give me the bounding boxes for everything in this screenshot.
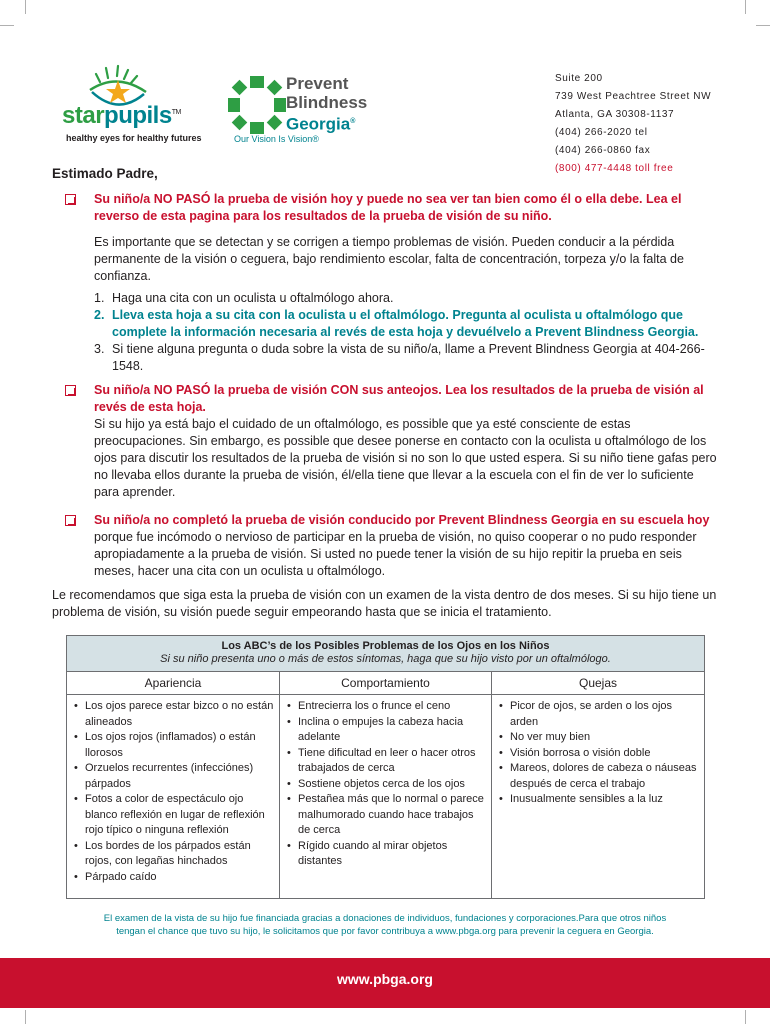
crop-mark	[25, 0, 26, 14]
pbga-logo	[224, 74, 374, 154]
starpupils-tagline: healthy eyes for healthy futures	[66, 133, 202, 143]
list-item: • Tiene dificultad en leer o hacer otros trabajados de cerca	[286, 746, 487, 777]
table-subtitle: Si su niño presenta uno o más de estos síntomas, haga que su hijo visto por un oftalmólogo.	[160, 653, 611, 665]
crop-mark	[745, 0, 746, 14]
section-glasses	[65, 382, 717, 501]
column-appearance	[67, 672, 280, 898]
list-item: • Picor de ojos, se arden o los ojos arden	[498, 699, 700, 730]
crop-mark	[25, 1010, 26, 1024]
address-block	[555, 70, 711, 178]
pbga-emblem-icon	[228, 76, 286, 134]
salutation: Estimado Padre,	[52, 166, 158, 181]
column-header: Comportamiento	[280, 672, 491, 695]
section-not-passed-body: Es importante que se detectan y se corrigen a tiempo problemas de visión. Pueden conducir a la pérdida permanente de la visión o ceguera, bajo rendimiento escolar, falta de concentración, torpeza y/o la falta de confianza.	[94, 235, 684, 283]
list-item: • Mareos, dolores de cabeza o náuseas después de cerca el trabajo	[498, 761, 700, 792]
checkbox-incomplete[interactable]	[65, 515, 76, 526]
section-glasses-body: Si su hijo ya está bajo el cuidado de un oftalmólogo, es possible que ya esté consciente de estas preocupaciones. Sin embargo, es possible que desee ponerse en contacto con la oculista u oftalmólogo de los ojos para discutir los resultados de la prueba de visión si no son lo que usted espera. Si su niño tiene gafas pero no llevaba ellos durante la prueba de visión, él/ella tiene que llevar a la escuela con el fin de ver lo suficiente para aprender.	[94, 417, 717, 499]
section-incomplete	[65, 512, 717, 580]
list-item: • Fotos a color de espectáculo ojo blanco reflexión en lugar de reflexión rojo típico o ninguna reflexión	[73, 792, 275, 839]
list-item: • Entrecierra los o frunce el ceno	[286, 699, 487, 715]
list-item: • Los ojos parece estar bizco o no están alineados	[73, 699, 275, 730]
starpupils-wordmark: starpupils™	[62, 102, 181, 129]
list-item: • Inclina o empujes la cabeza hacia adelante	[286, 715, 487, 746]
list-item: • Visión borrosa o visión doble	[498, 746, 700, 762]
section-not-passed-heading: Su niño/a NO PASÓ la prueba de visión hoy y puede no sea ver tan bien como él o ella debe. Lea el reverso de esta pagina para los resultados de la prueba de visión de su niño.	[94, 192, 682, 223]
checkbox-not-passed[interactable]	[65, 194, 76, 205]
funding-footnote: El examen de la vista de su hijo fue financiada gracias a donaciones de individuos, fundaciones y corporaciones.Para que otros niños tengan el chance que tuvo su hijo, le solicitamos que por favor contribuya a www.pbga.org para prevenir la ceguera en Georgia.	[103, 913, 667, 937]
list-item: • Sostiene objetos cerca de los ojos	[286, 777, 487, 793]
section-incomplete-heading: Su niño/a no completó la prueba de visión conducido por Prevent Blindness Georgia en su escuela hoy	[94, 513, 710, 527]
section-not-passed	[65, 191, 717, 375]
address-fax: (404) 266-0860 fax	[555, 145, 651, 156]
step-item: 1. Haga una cita con un oculista u oftalmólogo ahora.	[94, 291, 394, 305]
section-incomplete-body: porque fue incómodo o nervioso de participar en la prueba de visión, no quiso cooperar o no pudo responder apropiadamente a la prueba de visión. Si usted no puede tener la visión de su hijo repitir la prueba en seis meses, hacer una cita con un oculista u oftalmólogo.	[94, 530, 697, 578]
list-item: • Orzuelos recurrentes (infecciónes) párpados	[73, 761, 275, 792]
column-header: Quejas	[492, 672, 704, 695]
address-tollfree: (800) 477-4448 toll free	[555, 163, 674, 174]
list-item: • Párpado caído	[73, 870, 275, 886]
closing-paragraph: Le recomendamos que siga esta la prueba de visión con un examen de la vista dentro de dos meses. Si su hijo tiene un problema de visión, su visión puede seguir empeorando hasta que se inicia el tratamiento.	[52, 588, 717, 619]
address-street: 739 West Peachtree Street NW	[555, 91, 712, 102]
crop-mark	[745, 1010, 746, 1024]
pbga-tagline: Our Vision Is Vision®	[234, 134, 319, 144]
crop-mark	[756, 25, 770, 26]
column-behavior	[280, 672, 492, 898]
crop-mark	[0, 25, 14, 26]
list-item: • No ver muy bien	[498, 730, 700, 746]
list-item: • Rígido cuando al mirar objetos distantes	[286, 839, 487, 870]
column-header: Apariencia	[67, 672, 279, 695]
step-item: 2. Lleva esta hoja a su cita con la oculista u el oftalmólogo. Pregunta al oculista u oftalmólogo que complete la información necesaria al revés de esta hoja y devuélvelo a Prevent Blindness Georgia.	[94, 308, 699, 339]
pbga-wordmark: Prevent Blindness Georgia®	[286, 74, 368, 134]
starpupils-logo	[62, 58, 202, 148]
list-item: • Pestañea más que lo normal o parece malhumorado cuando hace trabajos de cerca	[286, 792, 487, 839]
list-item: • Los ojos rojos (inflamados) o están llorosos	[73, 730, 275, 761]
address-city: Atlanta, GA 30308-1137	[555, 109, 675, 120]
footer-website-link[interactable]: www.pbga.org	[337, 971, 433, 987]
steps-list	[65, 290, 717, 375]
table-title: Los ABC’s de los Posibles Problemas de los Ojos en los Niños	[221, 640, 550, 652]
section-glasses-heading: Su niño/a NO PASÓ la prueba de visión CON sus anteojos. Lea los resultados de la prueba de visión al revés de esta hoja.	[94, 383, 704, 414]
step-item: 3. Si tiene alguna pregunta o duda sobre la vista de su niño/a, llame a Prevent Blindness Georgia at 404-266-1548.	[94, 342, 705, 373]
table-header	[67, 636, 704, 672]
address-suite: Suite 200	[555, 73, 603, 84]
address-tel: (404) 266-2020 tel	[555, 127, 648, 138]
list-item: • Inusualmente sensibles a la luz	[498, 792, 700, 808]
symptoms-table	[66, 635, 705, 899]
checkbox-glasses[interactable]	[65, 385, 76, 396]
column-complaints	[492, 672, 704, 898]
list-item: • Los bordes de los párpados están rojos, con legañas hinchados	[73, 839, 275, 870]
